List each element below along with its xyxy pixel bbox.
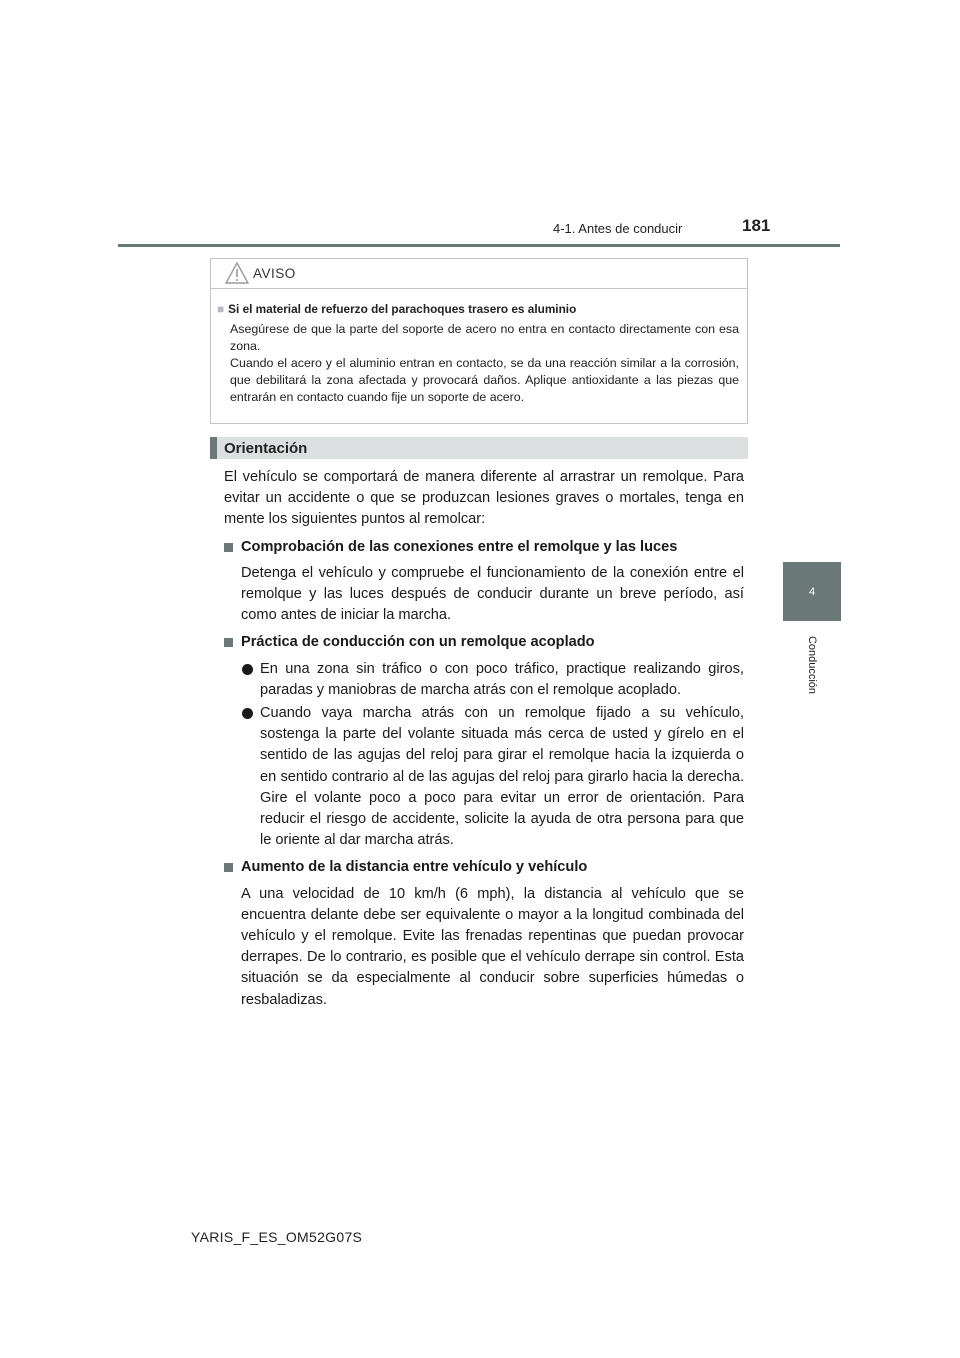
warning-body	[230, 321, 739, 406]
chapter-tab[interactable]	[783, 562, 841, 621]
item-title-distance: Aumento de la distancia entre vehículo y vehículo	[224, 857, 744, 878]
square-bullet-icon	[224, 863, 233, 872]
item-title-practice: Práctica de conducción con un remolque acoplado	[224, 632, 744, 653]
chapter-tab-label: Conducción	[806, 635, 818, 695]
square-bullet-icon	[224, 638, 233, 647]
warning-header	[211, 259, 747, 289]
document-code: YARIS_F_ES_OM52G07S	[191, 1229, 363, 1245]
item-title-connections: Comprobación de las conexiones entre el remolque y las luces	[224, 537, 744, 558]
section-body	[224, 467, 744, 1017]
practice-bullets	[224, 659, 744, 852]
warning-paragraph: Asegúrese de que la parte del soporte de acero no entra en contacto directamente con esa zona.	[230, 322, 739, 353]
square-bullet-icon	[224, 543, 233, 552]
square-bullet-icon: ■	[217, 302, 225, 316]
header-rule	[118, 244, 840, 247]
section-heading	[210, 437, 748, 459]
list-item: Cuando vaya marcha atrás con un remolque fijado a su vehículo, sostenga la parte del volante situada más cerca de usted y gírelo en el sentido de las agujas del reloj para girar el remolque hacia la izquierda o en sentido contrario al de las agujas del reloj para girarlo hacia la derecha. Gire el volante poco a poco para evitar un error de orientación. Para reducir el riesgo de accidente, solicite la ayuda de otra persona para que le oriente al dar marcha atrás.	[224, 703, 744, 851]
warning-box	[210, 258, 748, 424]
item-text-connections: Detenga el vehículo y compruebe el funcionamiento de la conexión entre el remolque y las luces después de conducir durante un breve período, así como antes de iniciar la marcha.	[241, 564, 744, 624]
section-intro: El vehículo se comportará de manera diferente al arrastrar un remolque. Para evitar un accidente o que se produzcan lesiones graves o mortales, tenga en mente los siguientes puntos al remolcar:	[224, 469, 744, 528]
item-text-distance: A una velocidad de 10 km/h (6 mph), la distancia al vehículo que se encuentra delante debe ser equivalente o mayor a la longitud combinada del vehículo y el remolque. Evite las frenadas repentinas que puedan provocar derrapes. De lo contrario, es posible que el vehículo derrape sin control. Esta situación se da especialmente al conducir sobre superficies húmedas o resbaladizas.	[241, 885, 744, 1008]
round-bullet-icon	[242, 708, 253, 719]
list-item: En una zona sin tráfico o con poco tráfico, practique realizando giros, paradas y maniobras de marcha atrás con el remolque acoplado.	[224, 659, 744, 701]
header-section-title: 4-1. Antes de conducir	[553, 221, 683, 236]
round-bullet-icon	[242, 664, 253, 675]
section-title: Orientación	[224, 440, 308, 457]
warning-title: AVISO	[253, 266, 296, 281]
warning-item-title: ■ Si el material de refuerzo del parachoques trasero es aluminio	[217, 302, 577, 316]
chapter-tab-number: 4	[808, 585, 816, 598]
warning-triangle-icon	[225, 262, 249, 289]
page-number: 181	[742, 216, 771, 235]
warning-paragraph: Cuando el acero y el aluminio entran en contacto, se da una reacción similar a la corrosión, que debilitará la zona afectada y provocará daños. Aplique antioxidante a las piezas que entrarán en contacto cuando fije un soporte de acero.	[230, 356, 739, 404]
